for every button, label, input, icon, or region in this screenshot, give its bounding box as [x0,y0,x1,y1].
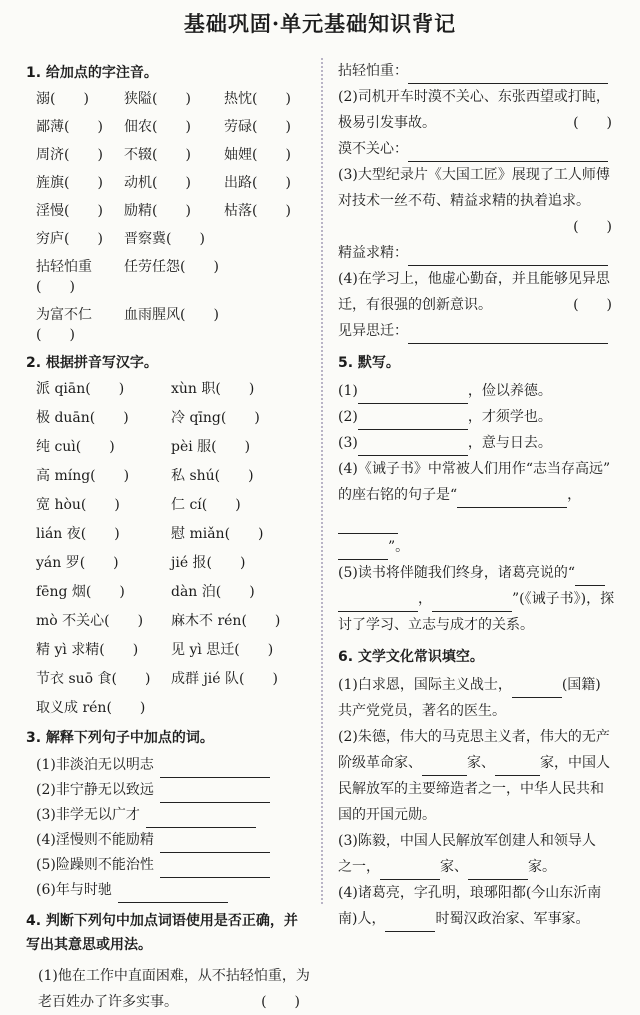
word-explain-item: (6)年与时驰 [36,878,316,903]
answer-line-2: 漠不关心： [338,136,628,162]
pinyin-item: 热忱( ) [224,91,291,107]
s6-item-4: (4)诸葛亮，字孔明，琅琊阳都(今山东沂南 南)人， 时蜀汉政治家、军事家。 [338,880,628,932]
pinyin-item: 劳碌( ) [224,119,291,135]
answer-line-3: 精益求精： [338,240,628,266]
hanzi-item: 宽 hòu( ) [36,497,120,513]
pinyin-item: 周济( ) [36,147,103,163]
hanzi-item: fēng 烟( ) [36,584,125,600]
pinyin-item: 血雨腥风( ) [124,307,219,323]
pinyin-item: 狭隘( ) [124,91,191,107]
pinyin-item: 晋察冀( ) [124,231,205,247]
s6-item-2: (2)朱德，伟大的马克思主义者，伟大的无产 阶级革命家、 家、 家，中国人 民解放军的主要缔造者之一，中华人民共和 国的开国元勋。 [338,729,610,823]
s5-item-4: (4)《诫子书》中常被人们用作“志当存高远” 的座右铭的句子是“ ， ”。 [338,456,628,560]
hanzi-item: yán 罗( ) [36,555,119,571]
hanzi-item: pèi 服( ) [171,439,251,455]
hanzi-item: 节衣 suō 食( ) [36,671,151,687]
hanzi-item: xùn 职( ) [171,381,255,397]
s5-item-3: (3) ，意与日去。 [338,430,628,456]
pinyin-item: 动机( ) [124,175,191,191]
hanzi-item: 高 míng( ) [36,468,130,484]
s6-item-1: (1)白求恩，国际主义战士， (国籍) 共产党党员，著名的医生。 [338,677,601,719]
s4-item-4: (4)在学习上，他虚心勤奋，并且能够见异思 迁，有很强的创新意识。 ( ) [338,271,612,313]
section-2-heading: 2. 根据拼音写汉字。 [26,355,158,371]
section-3-heading: 3. 解释下列句子中加点的词。 [26,730,214,746]
s4-item-3: (3)大型纪录片《大国工匠》展现了工人师傅 对技术一丝不苟、精益求精的执着追求。 ( ) [338,167,612,235]
hanzi-item: 见 yì 思迁( ) [171,642,274,658]
pinyin-item: 淫慢( ) [36,203,103,219]
answer-line-1: 拈轻怕重： [338,58,628,84]
hanzi-item [171,697,321,717]
hanzi-item: 慰 miǎn( ) [171,526,264,542]
word-explain-item: (5)险躁则不能治性 [36,853,316,878]
hanzi-item: 精 yì 求精( ) [36,642,139,658]
hanzi-item: jié 报( ) [171,555,246,571]
word-explain-item: (2)非宁静无以致远 [36,778,316,803]
s5-item-5: (5)读书将伴随我们终身，诸葛亮说的“ ， ”(《诫子书》)，探 讨了学习、立志与成才的关系。 [338,565,615,633]
pinyin-item: 穷庐( ) [36,231,103,247]
pinyin-item: 溺( ) [36,91,89,107]
pinyin-item: 拈轻怕重( ) [36,259,92,295]
hanzi-item: 派 qiān( ) [36,381,125,397]
section-4-heading: 4. 判断下列句中加点词语使用是否正确，并 写出其意思或用法。 [26,913,298,953]
hanzi-item: mò 不关心( ) [36,613,144,629]
pinyin-item: 妯娌( ) [224,147,291,163]
hanzi-grid [36,378,316,717]
s5-item-1: (1) ，俭以养德。 [338,378,628,404]
section-1-heading: 1. 给加点的字注音。 [26,65,158,81]
hanzi-item: lián 夜( ) [36,526,120,542]
hanzi-item: 取义成 rén( ) [36,700,146,716]
pinyin-item: 佃农( ) [124,119,191,135]
pinyin-item: 旌旗( ) [36,175,103,191]
page-title: 基础巩固·单元基础知识背记 [183,11,457,36]
s5-item-2: (2) ，才须学也。 [338,404,628,430]
hanzi-item: 仁 cí( ) [171,497,241,513]
hanzi-item: 纯 cuì( ) [36,439,115,455]
s6-item-3: (3)陈毅，中国人民解放军创建人和领导人 之一， 家、 家。 [338,828,628,880]
pinyin-item: 任劳任怨( ) [124,259,219,275]
pinyin-item: 不辍( ) [124,147,191,163]
section-6-heading: 6. 文学文化常识填空。 [338,649,484,665]
pinyin-item: 枯落( ) [224,203,291,219]
hanzi-item: 私 shú( ) [171,468,254,484]
s4-item-1: (1)他在工作中直面困难，从不拈轻怕重，为 老百姓办了许多实事。 ( ) [38,968,310,1010]
s4-item-2: (2)司机开车时漠不关心、东张西望或打盹， 极易引发事故。 ( ) [338,89,612,131]
hanzi-item: 冷 qīng( ) [171,410,260,426]
hanzi-item: dàn 泊( ) [171,584,255,600]
word-explain-list [26,753,316,903]
section-5-heading: 5. 默写。 [338,355,400,371]
pinyin-item: 为富不仁( ) [36,307,92,343]
pinyin-item: 鄙薄( ) [36,119,103,135]
pinyin-grid [36,88,316,344]
pinyin-item: 励精( ) [124,203,191,219]
word-explain-item: (3)非学无以广才 [36,803,316,828]
hanzi-item: 成群 jié 队( ) [171,671,278,687]
hanzi-item: 麻木不 rén( ) [171,613,281,629]
hanzi-item: 极 duān( ) [36,410,129,426]
pinyin-item: 出路( ) [224,175,291,191]
answer-line-4: 见异思迁： [338,318,628,344]
left-column [26,58,316,1010]
right-column [338,58,628,927]
word-explain-item: (4)淫慢则不能励精 [36,828,316,853]
word-explain-item: (1)非淡泊无以明志 [36,753,316,778]
